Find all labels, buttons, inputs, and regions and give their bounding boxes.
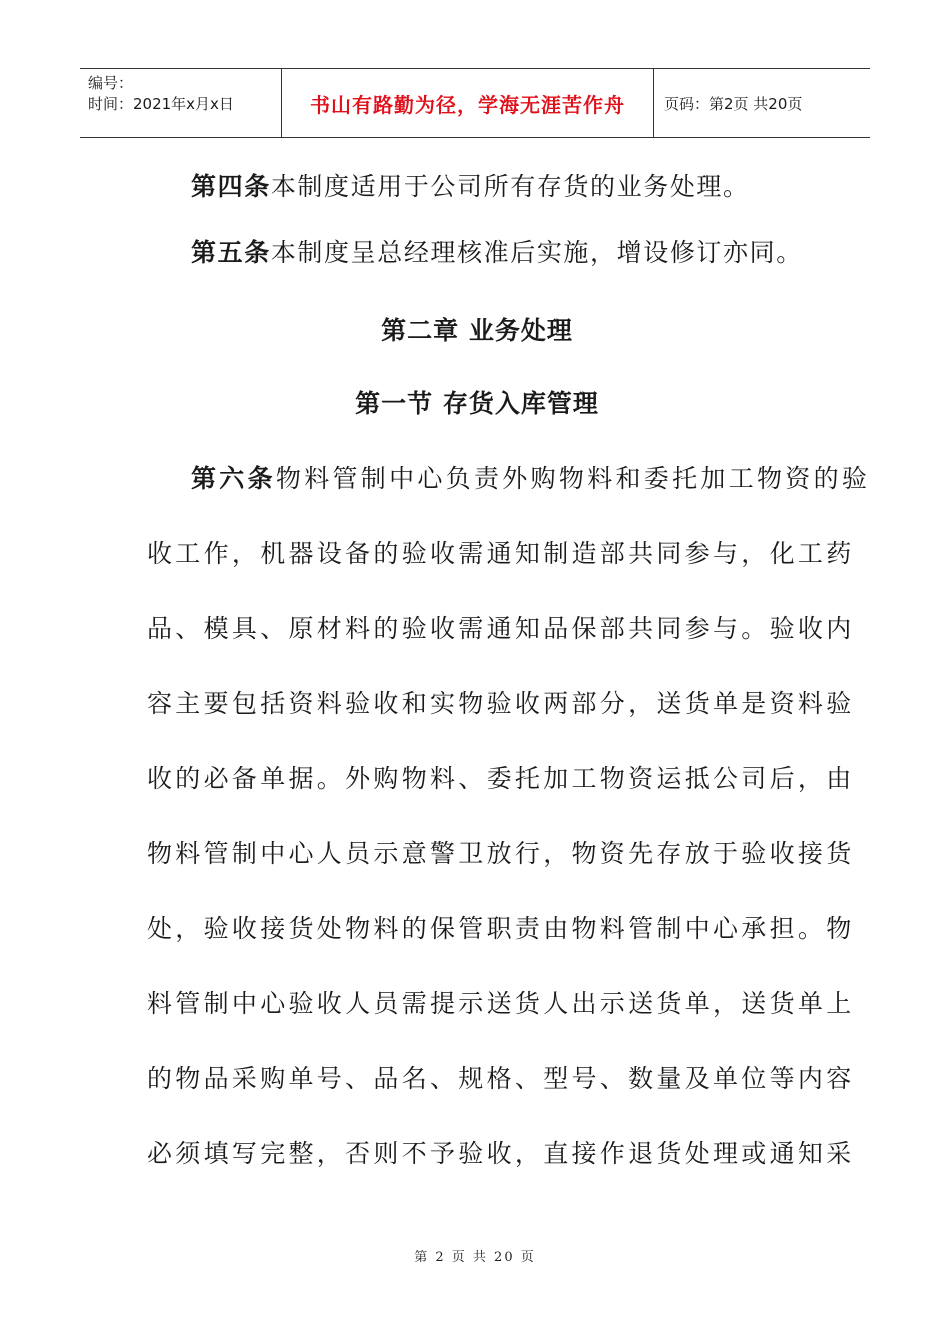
header-page-number: 页码：第2页 共20页 — [664, 94, 803, 113]
document-number-label: 编号： — [88, 74, 134, 92]
article-6-line: 物料管制中心人员示意警卫放行，物资先存放于验收接货 — [147, 839, 855, 868]
article-4-title: 第四条 — [191, 172, 271, 201]
article-6-line: 第六条物料管制中心负责外购物料和委托加工物资的验 — [191, 464, 871, 493]
article-4-text: 本制度适用于公司所有存货的业务处理。 — [270, 172, 750, 201]
page-footer: 第 2 页 共 20 页 — [414, 1250, 536, 1265]
article-6-line: 必须填写完整，否则不予验收，直接作退货处理或通知采 — [147, 1139, 855, 1168]
chapter-title: 第二章 业务处理 — [381, 316, 573, 345]
article-6-line: 的物品采购单号、品名、规格、型号、数量及单位等内容 — [147, 1064, 855, 1093]
article-6-line: 容主要包括资料验收和实物验收两部分，送货单是资料验 — [147, 689, 855, 718]
article-5 — [191, 226, 803, 280]
article-5-text: 本制度呈总经理核准后实施，增设修订亦同。 — [270, 238, 803, 267]
document-time-label: 时间：2021年x月x日 — [88, 95, 234, 113]
article-5-title: 第五条 — [191, 238, 271, 267]
article-6 — [147, 452, 871, 1202]
article-4 — [191, 160, 750, 214]
article-6-line: 处，验收接货处物料的保管职责由物料管制中心承担。物 — [147, 914, 855, 943]
article-6-line: 料管制中心验收人员需提示送货人出示送货单，送货单上 — [147, 989, 855, 1018]
header-info — [80, 69, 282, 137]
article-6-line: 品、模具、原材料的验收需通知品保部共同参与。验收内 — [147, 614, 855, 643]
article-6-line: 收工作，机器设备的验收需通知制造部共同参与，化工药 — [147, 539, 855, 568]
section-title: 第一节 存货入库管理 — [355, 389, 599, 418]
header-motto: 书山有路勤为径，学海无涯苦作舟 — [282, 69, 654, 137]
article-6-line: 收的必备单据。外购物料、委托加工物资运抵公司后，由 — [147, 764, 855, 793]
article-6-title: 第六条 — [191, 464, 276, 493]
page-header — [80, 68, 870, 138]
